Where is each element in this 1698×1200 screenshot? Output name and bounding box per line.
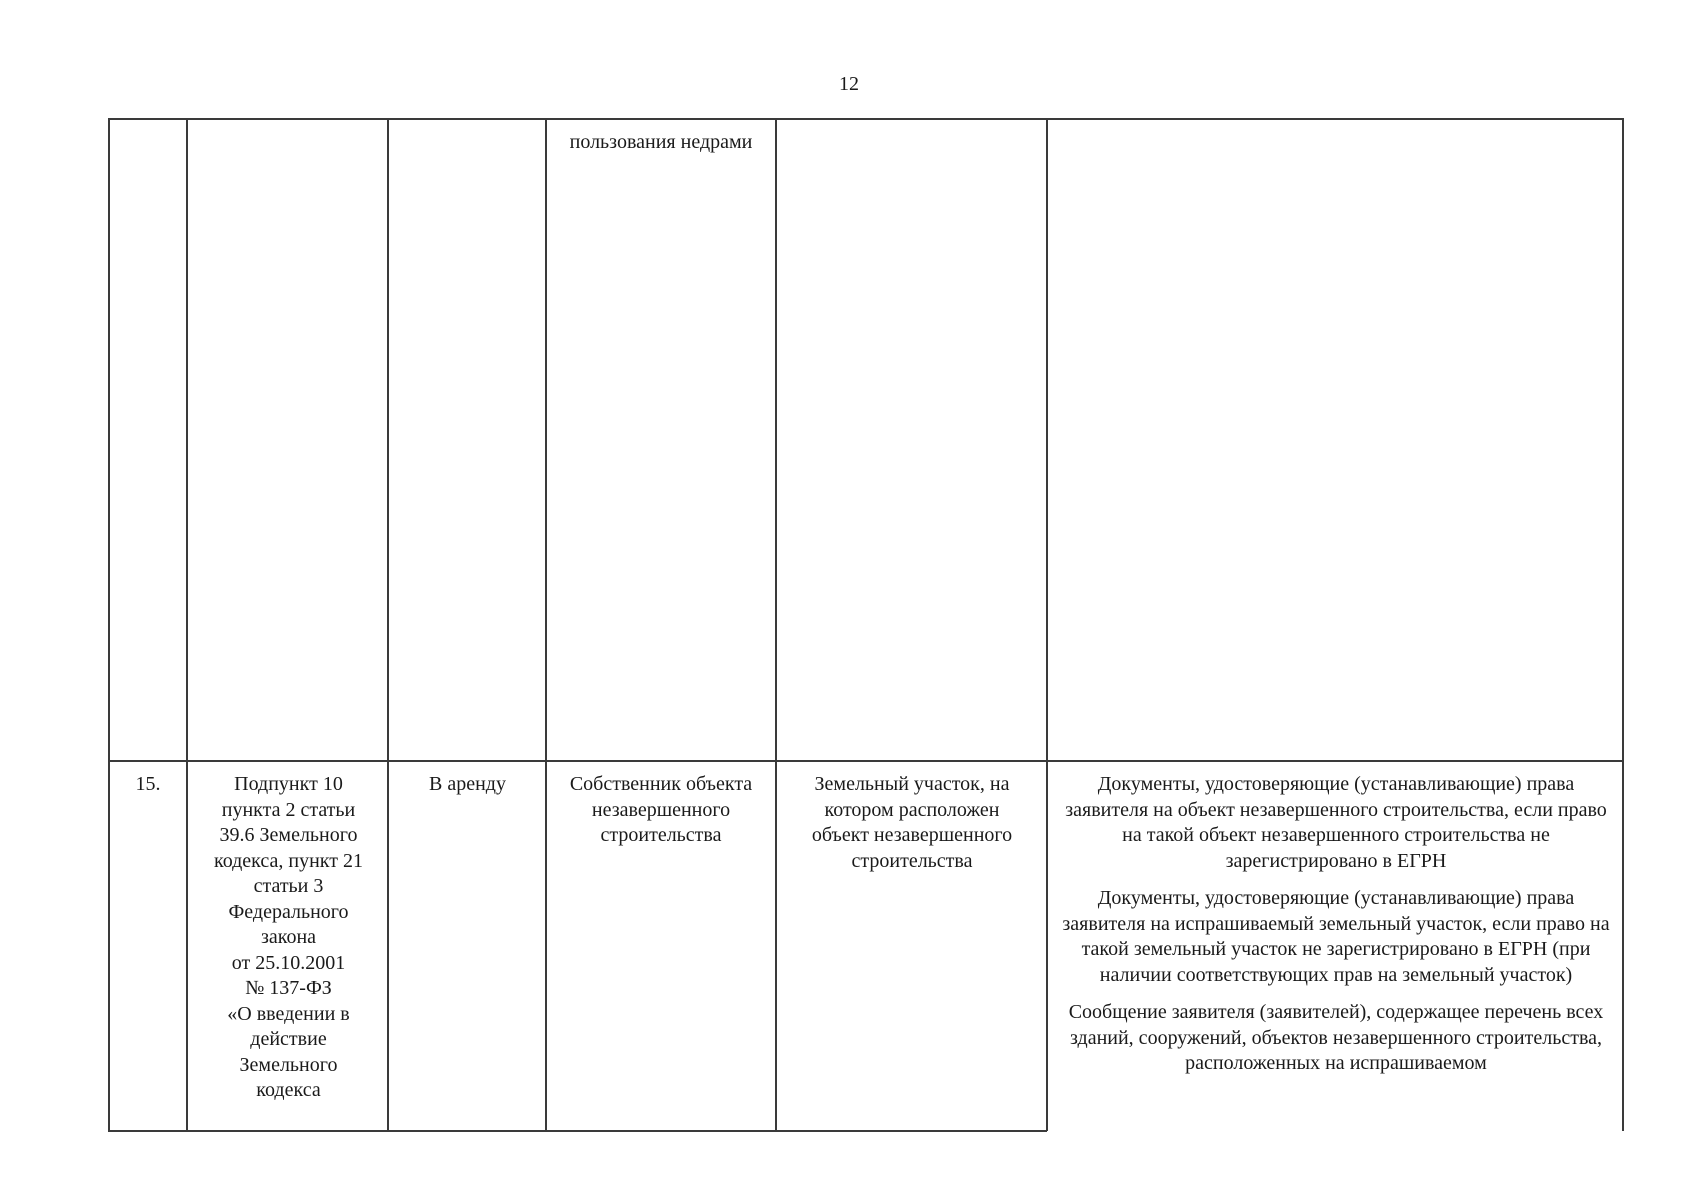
document-item: Сообщение заявителя (заявителей), содержащее перечень всех зданий, сооружений, объектов незавершенного строительства, расположенных на испрашиваемом bbox=[1068, 1001, 1604, 1074]
page-number: 12 bbox=[839, 73, 859, 95]
row-number: 15. bbox=[135, 773, 161, 795]
col-border-1 bbox=[108, 118, 110, 1131]
col-border-2 bbox=[186, 118, 188, 1131]
document-item: Документы, удостоверяющие (устанавливающие) права заявителя на испрашиваемый земельный участок, если право на такой земельный участок не зарегистрировано в ЕГРН (при наличии соответствующих прав на земельный участок) bbox=[1062, 887, 1610, 986]
legal-basis-cell: Подпункт 10 пункта 2 статьи 39.6 Земельного кодекса, пункт 21 статьи 3 Федерального закона от 25.10.2001 № 137-ФЗ «О введении в действие Земельного кодекса bbox=[214, 773, 363, 1101]
col-border-4 bbox=[545, 118, 547, 1131]
document-item: Документы, удостоверяющие (устанавливающие) права заявителя на объект незавершенного строительства, если право на такой объект незавершенного строительства не зарегистрировано в ЕГРН bbox=[1065, 773, 1607, 872]
col-border-3 bbox=[387, 118, 389, 1131]
col-border-6 bbox=[1046, 118, 1048, 1131]
col-border-5 bbox=[775, 118, 777, 1131]
col-border-7 bbox=[1622, 118, 1624, 1131]
row-divider bbox=[108, 760, 1623, 762]
land-plot-cell: Земельный участок, на котором расположен объект незавершенного строительства bbox=[811, 773, 1013, 872]
continued-row-cell: пользования недрами bbox=[569, 131, 753, 153]
documents-cell bbox=[1058, 772, 1614, 1089]
applicant-cell: Собственник объекта незавершенного строительства bbox=[569, 773, 753, 846]
table-top-border bbox=[108, 118, 1623, 120]
table-bottom-border bbox=[108, 1130, 1047, 1132]
lease-type-cell: В аренду bbox=[429, 773, 506, 795]
